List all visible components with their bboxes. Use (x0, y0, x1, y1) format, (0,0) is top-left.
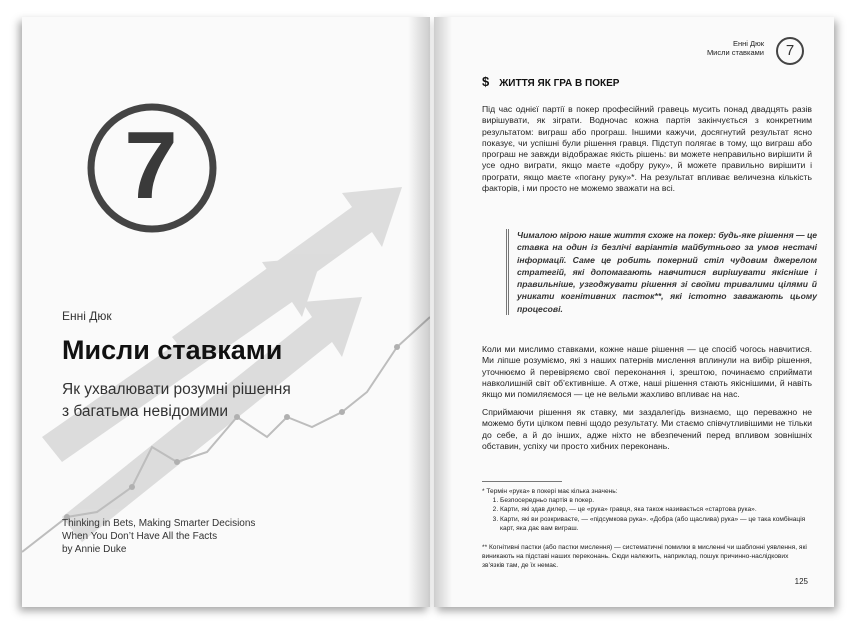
section-heading (482, 74, 619, 89)
book-title: Мисли ставками (62, 335, 283, 365)
footnote-1 (482, 487, 812, 533)
footnote-list-item: 2. Карти, які здав дилер, — це «рука» гравця, яка також називається «стартова рука». (500, 505, 812, 514)
header-author: Енні Дюк (732, 39, 764, 48)
header-chapter-badge: 7 (776, 37, 804, 65)
body-paragraph: Під час однієї партії в покер професійний гравець мусить понад двадцять разів вирішувати, як зіграти. Водночас кожна партія закінчується з конкретним результатом: виграш або програш. Іншими кажучи, досягнутий результат ясно показує, чи успішні були рішення гравця. Підступ полягає в тому, що виграш або програш не завжди відображає якість рішень: ви можете неправильно вирішити й усе одно виграти, якщо маєте «добру руку», й можете правильно вирішити і програти, якщо маєте «погану руку»*. На результат впливає величезна кількість факторів, і ми просто не можемо зважати на всі. (482, 104, 812, 194)
page-number: 125 (794, 577, 808, 586)
footnote-2: ** Когнітивні пастки (або пастки мислення) — систематичні помилки в мисленні чи шаблонні уявлення, які виникають на підставі наших переконань. Сюди належить, наприклад, пошук причинно-наслідкових зв’язків там, де їх немає. (482, 544, 807, 570)
dollar-icon: $ (482, 74, 490, 89)
footnote-list-item: 3. Карти, які ви розкриваєте, — «підсумкова рука». «Добра (або щаслива) рука» — це така комбінація карт, яка дає вам виграш. (500, 515, 812, 533)
page-gutter-shadow (434, 17, 452, 607)
section-title: ЖИТТЯ ЯК ГРА В ПОКЕР (499, 78, 620, 89)
footnote-list-item: 1. Безпосередньо партія в покер. (500, 496, 812, 505)
right-page (434, 17, 834, 607)
page-gutter-shadow (408, 17, 430, 607)
original-title-line: When You Don’t Have All the Facts (62, 531, 218, 542)
left-page (22, 17, 430, 607)
pull-quote: Чималою мірою наше життя схоже на покер: будь-яке рішення — це ставка на один із безлічі варіантів майбутнього за умов нестачі інформації. Саме це робить покерний стіл чудовим джерелом стратегій, які допомагають навчитися вирішувати якісніше і правильніше, узгоджувати рішення зі своїми тривалими цілями й уникати когнітивних пасток**, які істотно заважають цьому процесові. (506, 229, 817, 315)
open-book (22, 17, 832, 607)
body-paragraph: Коли ми мислимо ставками, кожне наше рішення — це спосіб чогось навчитися. Ми ліпше розуміємо, які з наших патернів мислення вплинули на вибір рішення, уточнюємо й перевіряємо свої переконання і, зрештою, починаємо сприймати навколишній світ об’єктивніше. А отже, наші рішення стають якіснішими, й навіть якщо ми помиляємося — це не вельми жахливо впливає на нас. (482, 344, 812, 400)
body-paragraph: Сприймаючи рішення як ставку, ми заздалегідь визнаємо, що переважно не можемо бути цілком певні щодо результату. Ми стаємо співчутливішими не тільки до себе, а й до інших, адже ніхто не вбезпечений перед впливом зовнішніх обставин, успіху чи просто хибних переконань. (482, 407, 812, 451)
original-title-block (62, 517, 255, 556)
original-author-line: by Annie Duke (62, 544, 127, 555)
footnote-divider (482, 481, 562, 482)
chapter-number: 7 (124, 112, 178, 219)
book-author: Енні Дюк (62, 309, 112, 323)
original-title-line: Thinking in Bets, Making Smarter Decisions (62, 518, 256, 529)
footnote-1-intro: * Термін «рука» в покері має кілька значень: (482, 488, 618, 495)
header-title: Мисли ставками (706, 48, 764, 57)
book-subtitle: Як ухвалювати розумні рішення з багатьма невідомими (62, 381, 291, 420)
